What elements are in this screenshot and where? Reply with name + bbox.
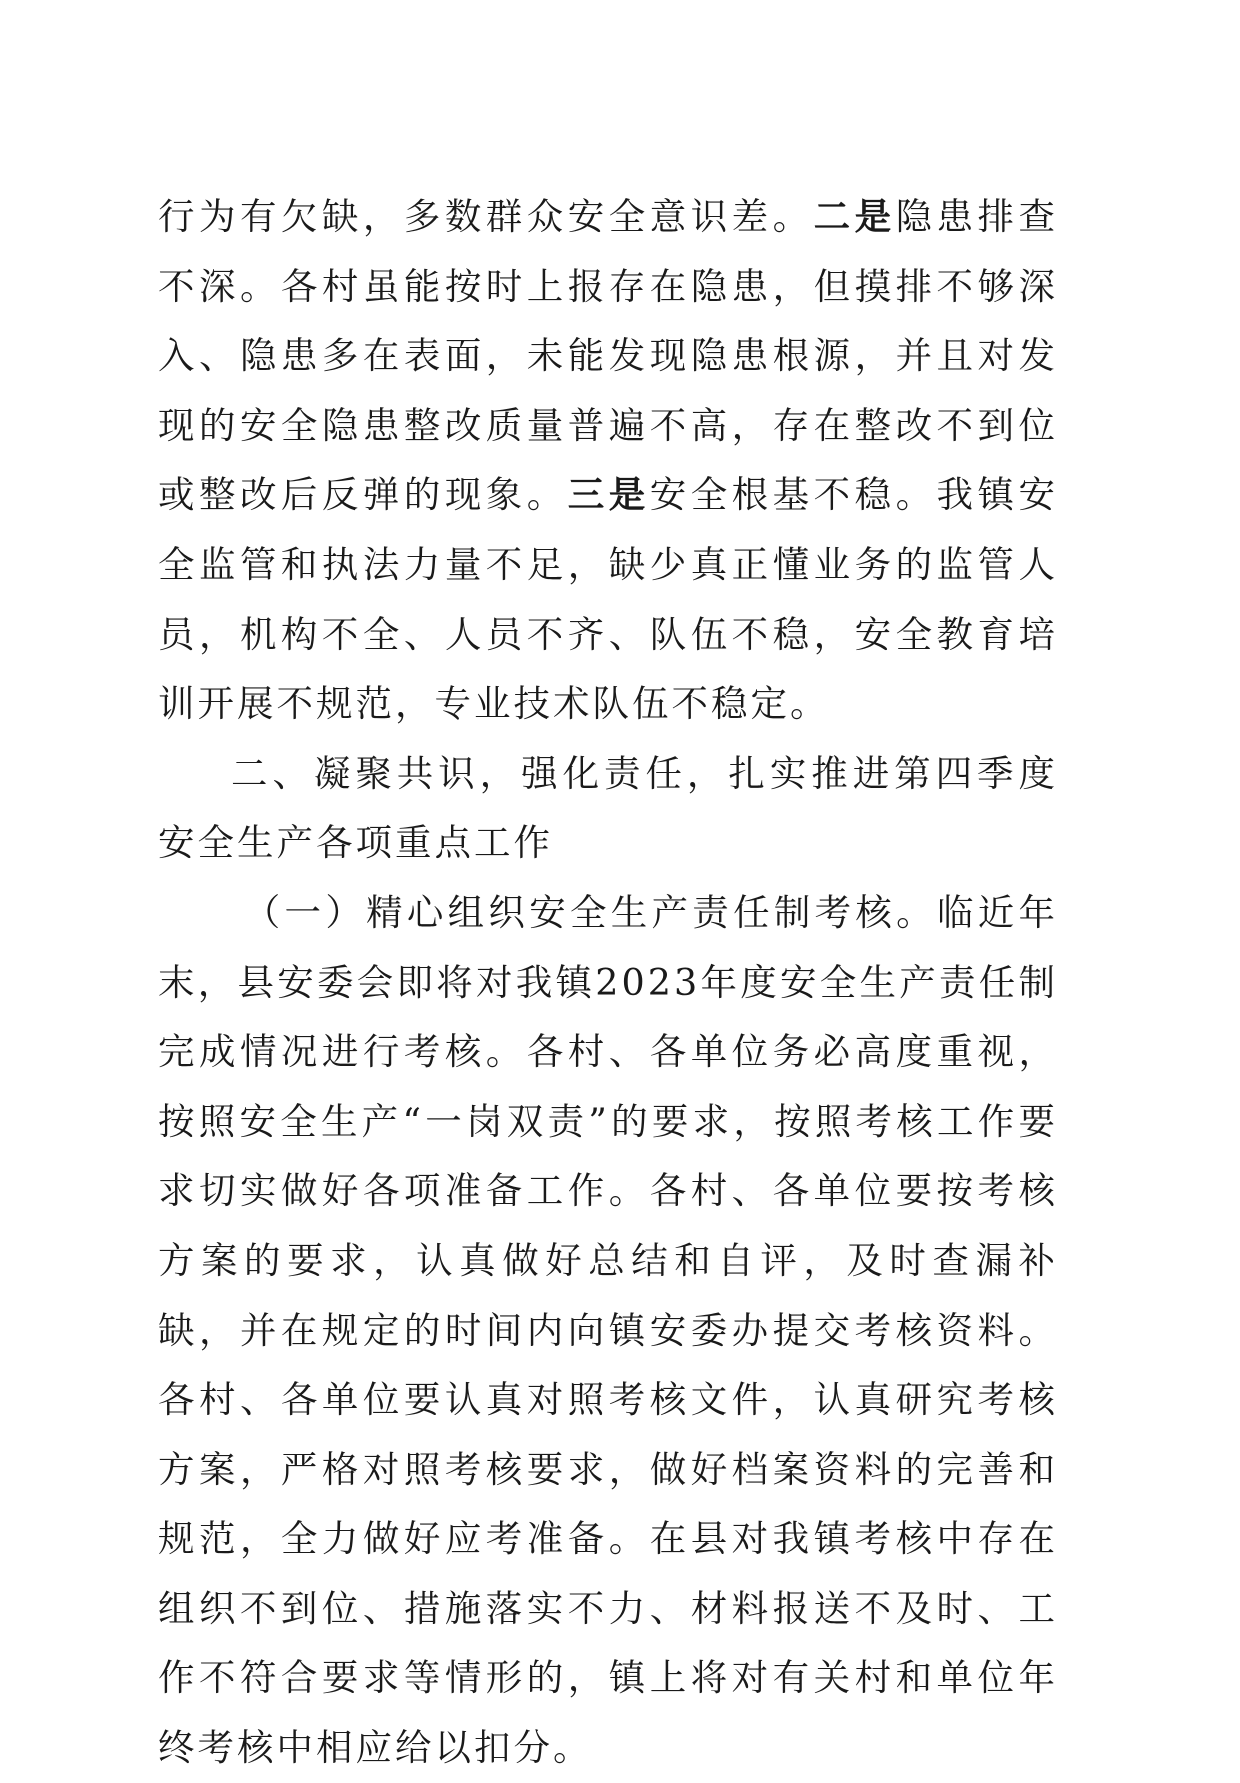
paragraph-text: 行为有欠缺，多数群众安全意识差。 xyxy=(158,195,814,238)
paragraph-assessment: （一）精心组织安全生产责任制考核。临近年末，县安委会即将对我镇2023年度安全生产责任制完成情况进行考核。各村、各单位务必高度重视，按照安全生产“一岗双责”的要求，按照考核工作要求切实做好各项准备工作。各村、各单位要按考核方案的要求，认真做好总结和自评，及时查漏补缺，并在规定的时间内向镇安委办提交考核资料。各村、各单位要认真对照考核文件，认真研究考核方案，严格对照考核要求，做好档案资料的完善和规范，全力做好应考准备。在县对我镇考核中存在组织不到位、措施落实不力、材料报送不及时、工作不符合要求等情形的，镇上将对有关村和单位年终考核中相应给以扣分。 xyxy=(158,890,1058,1770)
bold-marker-third: 三是 xyxy=(567,473,650,517)
bold-marker-second: 二是 xyxy=(813,195,896,238)
section-heading-2: 二、凝聚共识，强化责任，扎实推进第四季度安全生产各项重点工作 xyxy=(158,751,1058,865)
paragraph-text: 隐患排查不深。各村虽能按时上报存在隐患，但摸排不够深入、隐患多在表面，未能发现隐患根源，并且对发现的安全隐患整改质量普遍不高，存在整改不到位或整改后反弹的现象。 xyxy=(158,195,1059,517)
document-body xyxy=(158,182,1058,1783)
paragraph-problems xyxy=(158,182,1058,739)
paragraph-text: 安全根基不稳。我镇安全监管和执法力量不足，缺少真正懂业务的监管人员，机构不全、人员不齐、队伍不稳，安全教育培训开展不规范，专业技术队伍不稳定。 xyxy=(158,473,1059,726)
